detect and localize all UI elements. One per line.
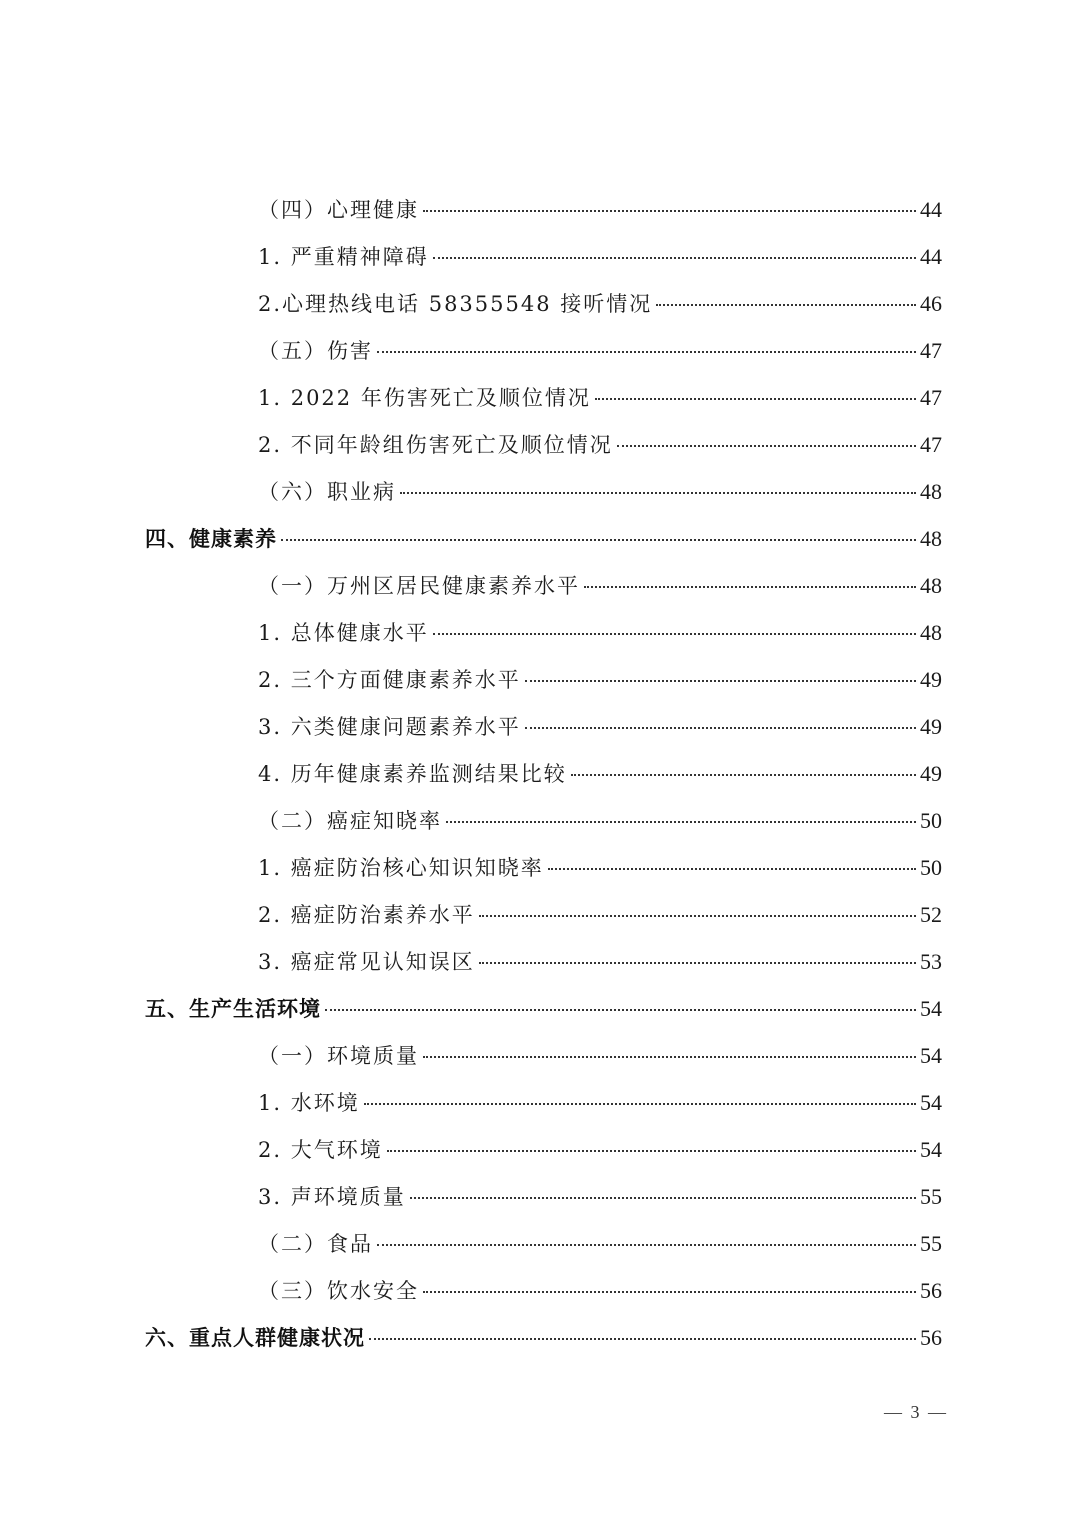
toc-entry-title: （六）职业病: [258, 479, 396, 504]
toc-leader: [656, 304, 916, 306]
toc-leader: [281, 539, 916, 541]
toc-leader: [377, 1244, 916, 1246]
toc-entry-title: （二）癌症知晓率: [258, 808, 442, 833]
toc-entry[interactable]: [0, 1266, 1074, 1313]
toc-leader: [548, 868, 916, 870]
page-number: — 3 —: [884, 1402, 948, 1422]
toc-leader: [584, 586, 916, 588]
toc-entry-title: （二）食品: [258, 1231, 373, 1256]
toc-entry[interactable]: [0, 232, 1074, 279]
toc-entry[interactable]: [0, 1078, 1074, 1125]
toc-entry-page: 48: [920, 525, 942, 551]
toc-leader: [571, 774, 916, 776]
toc-leader: [617, 445, 916, 447]
toc-entry-title: 2.心理热线电话 58355548 接听情况: [258, 291, 653, 316]
toc-entry[interactable]: [0, 796, 1074, 843]
toc-entry-title: 1. 2022 年伤害死亡及顺位情况: [258, 385, 591, 410]
toc-chapter-title: 五、生产生活环境: [145, 996, 321, 1021]
toc-entry-page: 44: [920, 196, 942, 222]
toc-leader: [387, 1150, 916, 1152]
toc-entry-page: 48: [920, 572, 942, 598]
toc-entry[interactable]: [0, 373, 1074, 420]
toc-entry-title: 3. 癌症常见认知误区: [258, 949, 475, 974]
toc-entry-title: （五）伤害: [258, 338, 373, 363]
toc-leader: [325, 1009, 916, 1011]
toc-leader: [433, 633, 916, 635]
toc-entry-page: 54: [920, 1042, 942, 1068]
toc-entry[interactable]: [0, 655, 1074, 702]
toc-entry-title: 1. 总体健康水平: [258, 620, 429, 645]
toc-chapter-title: 六、重点人群健康状况: [145, 1325, 365, 1350]
toc-entry-page: 56: [920, 1277, 942, 1303]
toc-entry-page: 55: [920, 1230, 942, 1256]
toc-leader: [433, 257, 916, 259]
toc-entry-page: 48: [920, 619, 942, 645]
toc-entry-title: （四）心理健康: [258, 197, 419, 222]
toc-entry-page: 48: [920, 478, 942, 504]
toc-entry[interactable]: [0, 279, 1074, 326]
toc-entry-title: （一）环境质量: [258, 1043, 419, 1068]
toc-entry[interactable]: [0, 843, 1074, 890]
toc-entry-title: 2. 不同年龄组伤害死亡及顺位情况: [258, 432, 613, 457]
toc-leader: [400, 492, 916, 494]
toc-entry-title: 1. 癌症防治核心知识知晓率: [258, 855, 544, 880]
toc-entry-page: 53: [920, 948, 942, 974]
toc-entry[interactable]: [0, 467, 1074, 514]
toc-leader: [479, 915, 916, 917]
toc-entry-page: 47: [920, 337, 942, 363]
toc-entry-title: 4. 历年健康素养监测结果比较: [258, 761, 567, 786]
toc-leader: [423, 210, 916, 212]
toc-entry[interactable]: [0, 420, 1074, 467]
toc-entry-page: 46: [920, 290, 942, 316]
toc-entry-page: 49: [920, 760, 942, 786]
toc-entry[interactable]: [0, 890, 1074, 937]
toc-leader: [446, 821, 916, 823]
toc-entry[interactable]: [0, 1172, 1074, 1219]
toc-leader: [423, 1291, 916, 1293]
toc-entry-title: 2. 三个方面健康素养水平: [258, 667, 521, 692]
toc-entry[interactable]: [0, 561, 1074, 608]
toc-entry-page: 54: [920, 1136, 942, 1162]
toc-chapter[interactable]: [0, 1313, 1074, 1360]
toc-entry-title: 1. 水环境: [258, 1090, 360, 1115]
toc-chapter-title: 四、健康素养: [145, 526, 277, 551]
toc-entry-page: 50: [920, 807, 942, 833]
toc-entry-page: 54: [920, 995, 942, 1021]
toc-entry-title: 3. 声环境质量: [258, 1184, 406, 1209]
toc-leader: [525, 680, 916, 682]
toc-entry[interactable]: [0, 1031, 1074, 1078]
toc-entry[interactable]: [0, 749, 1074, 796]
toc-leader: [595, 398, 916, 400]
toc-leader: [369, 1338, 916, 1340]
toc-leader: [525, 727, 916, 729]
toc-chapter[interactable]: [0, 984, 1074, 1031]
toc-entry-title: （一）万州区居民健康素养水平: [258, 573, 580, 598]
toc-entry-page: 50: [920, 854, 942, 880]
toc-entry[interactable]: [0, 1219, 1074, 1266]
toc-entry-title: （三）饮水安全: [258, 1278, 419, 1303]
toc-entry[interactable]: [0, 608, 1074, 655]
toc-entry-page: 47: [920, 384, 942, 410]
toc-entry-page: 47: [920, 431, 942, 457]
toc-entry-title: 2. 癌症防治素养水平: [258, 902, 475, 927]
toc-entry-page: 44: [920, 243, 942, 269]
toc-leader: [410, 1197, 916, 1199]
toc-entry-page: 55: [920, 1183, 942, 1209]
toc-leader: [377, 351, 916, 353]
toc-entry[interactable]: [0, 1125, 1074, 1172]
toc-entry-page: 56: [920, 1324, 942, 1350]
toc-entry[interactable]: [0, 326, 1074, 373]
toc-leader: [364, 1103, 916, 1105]
toc-entry-page: 49: [920, 713, 942, 739]
toc-entry-page: 54: [920, 1089, 942, 1115]
toc-entry-page: 52: [920, 901, 942, 927]
table-of-contents: [0, 185, 1074, 1360]
toc-leader: [423, 1056, 916, 1058]
toc-chapter[interactable]: [0, 514, 1074, 561]
toc-entry[interactable]: [0, 185, 1074, 232]
toc-entry[interactable]: [0, 702, 1074, 749]
toc-leader: [479, 962, 916, 964]
toc-entry-title: 2. 大气环境: [258, 1137, 383, 1162]
toc-entry-page: 49: [920, 666, 942, 692]
toc-entry-title: 1. 严重精神障碍: [258, 244, 429, 269]
toc-entry[interactable]: [0, 937, 1074, 984]
toc-entry-title: 3. 六类健康问题素养水平: [258, 714, 521, 739]
